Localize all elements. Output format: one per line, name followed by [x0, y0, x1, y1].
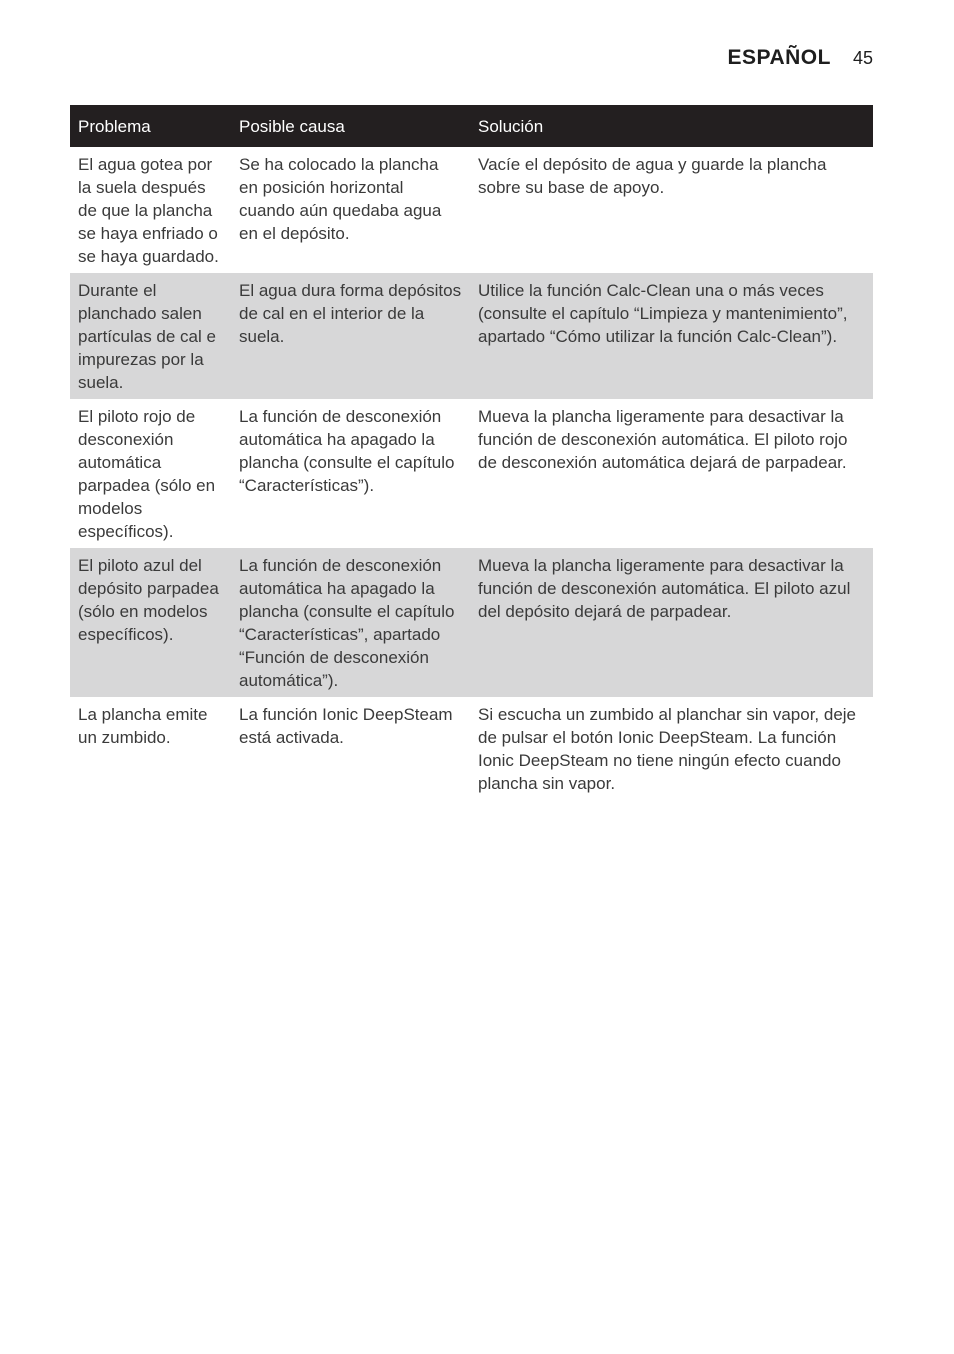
- solution-cell: Vacíe el depósito de agua y guarde la plancha sobre su base de apoyo.: [478, 155, 827, 197]
- solution-cell: Mueva la plancha ligeramente para desactivar la función de desconexión automática. El piloto rojo de desconexión automática dejará de parpadear.: [478, 407, 848, 472]
- table-header-row: [70, 105, 873, 147]
- cause-cell: Se ha colocado la plancha en posición horizontal cuando aún quedaba agua en el depósito.: [239, 155, 442, 243]
- cause-cell: La función de desconexión automática ha apagado la plancha (consulte el capítulo “Características”, apartado “Función de desconexión automática”).: [231, 548, 470, 697]
- table-row: [70, 147, 873, 273]
- problem-cell: El piloto rojo de desconexión automática parpadea (sólo en modelos específicos).: [78, 407, 216, 541]
- cause-cell: El agua dura forma depósitos de cal en el interior de la suela.: [231, 273, 470, 399]
- table-row: [70, 697, 873, 800]
- troubleshooting-table: [70, 105, 873, 800]
- section-title: ESPAÑOL: [727, 46, 831, 69]
- cause-cell: La función Ionic DeepSteam está activada.: [239, 705, 453, 747]
- problem-cell: Durante el planchado salen partículas de cal e impurezas por la suela.: [70, 273, 231, 399]
- solution-cell: Mueva la plancha ligeramente para desactivar la función de desconexión automática. El piloto azul del depósito dejará de parpadear.: [470, 548, 873, 697]
- table-row: [70, 399, 873, 548]
- column-header-cause: Posible causa: [231, 105, 470, 147]
- column-header-solution: Solución: [470, 105, 873, 147]
- cause-cell: La función de desconexión automática ha apagado la plancha (consulte el capítulo “Características”).: [239, 407, 455, 495]
- solution-cell: Si escucha un zumbido al planchar sin vapor, deje de pulsar el botón Ionic DeepSteam. La función Ionic DeepSteam no tiene ningún efecto cuando plancha sin vapor.: [478, 705, 857, 793]
- page-number: 45: [852, 48, 873, 68]
- table-header: [70, 105, 873, 147]
- table-row: [70, 548, 873, 697]
- table-body: [70, 147, 873, 800]
- problem-cell: El piloto azul del depósito parpadea (sólo en modelos específicos).: [70, 548, 231, 697]
- table-row: [70, 273, 873, 399]
- page-header: [728, 46, 874, 70]
- problem-cell: La plancha emite un zumbido.: [78, 705, 208, 747]
- solution-cell: Utilice la función Calc-Clean una o más veces (consulte el capítulo “Limpieza y mantenimiento”, apartado “Cómo utilizar la función Calc-Clean”).: [470, 273, 873, 399]
- problem-cell: El agua gotea por la suela después de que la plancha se haya enfriado o se haya guardado.: [78, 155, 219, 266]
- column-header-problem: Problema: [70, 105, 231, 147]
